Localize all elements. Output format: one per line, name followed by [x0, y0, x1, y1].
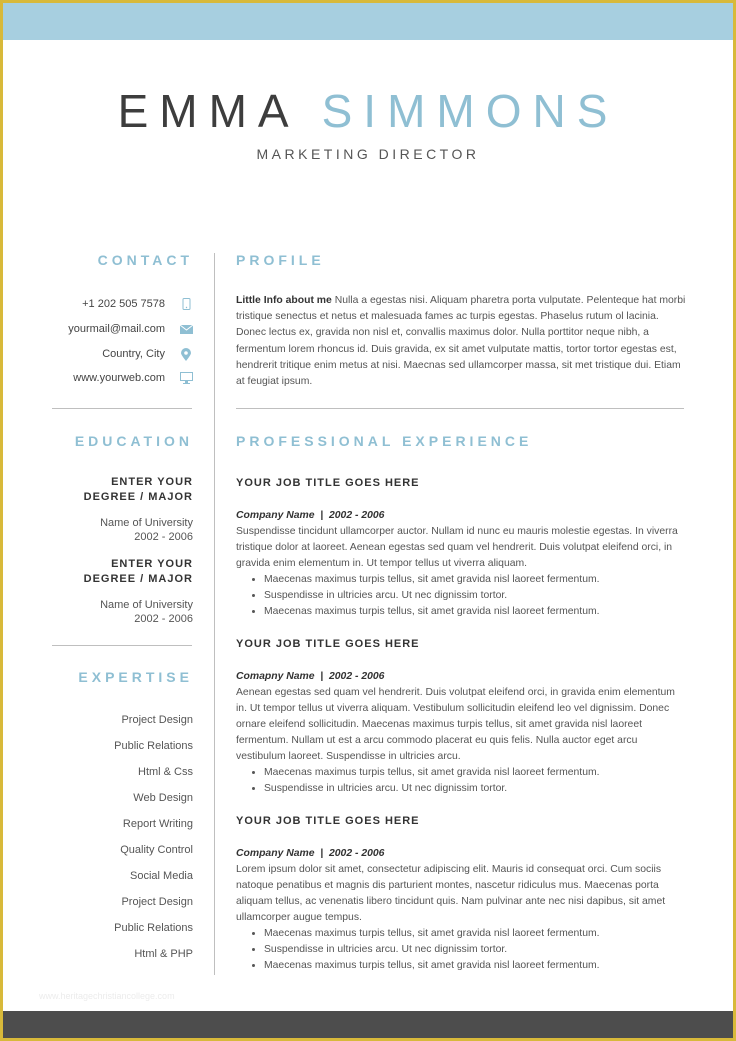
degree-line: DEGREE / MAJOR	[83, 491, 193, 503]
phone-text: +1 202 505 7578	[82, 298, 165, 310]
job-company: Comapny Name | 2002 - 2006	[236, 671, 385, 682]
degree-line: ENTER YOUR	[111, 558, 193, 570]
job-description: Aenean egestas sed quam vel hendrerit. Duis volutpat eleifend orci, in gravida enim elementum in. Ut tempor tellus ut viverra aliquam. Vestibulum sollicitudin eleifend leo vel dignissim. Donec ornare eleifend sollicitudin. Maecenas maximus turpis tellus, sit amet gravida nisl laoreet fermentum. Nullam ut est a arcu commodo placerat eu quis felis. Nulla auctor eget arcu vestibulum laoreet. Suspendisse in ultricies arcu.	[236, 687, 675, 762]
experience-heading: PROFESSIONAL EXPERIENCE	[236, 433, 533, 449]
divider	[52, 408, 192, 409]
education-years: 2002 - 2006	[134, 531, 193, 543]
expertise-item: Public Relations	[114, 740, 193, 752]
job-entry	[236, 813, 686, 974]
expertise-item: Quality Control	[120, 844, 193, 856]
last-name: SIMMONS	[321, 85, 619, 137]
job-years: 2002 - 2006	[329, 671, 385, 682]
job-bullet: • Suspendisse in ultricies arcu. Ut nec dignissim tortor.	[264, 588, 686, 604]
expertise-item: Project Design	[121, 714, 193, 726]
job-bullet: • Suspendisse in ultricies arcu. Ut nec dignissim tortor.	[264, 942, 686, 958]
location-pin-icon	[179, 347, 193, 361]
profile-lead: Little Info about me	[236, 295, 332, 306]
job-title: YOUR JOB TITLE GOES HERE	[236, 638, 420, 650]
mail-icon	[179, 322, 193, 336]
profile-text	[236, 293, 686, 390]
education-item	[84, 557, 193, 626]
company-name: Company Name	[236, 510, 315, 521]
education-years: 2002 - 2006	[134, 613, 193, 625]
full-name	[3, 85, 733, 137]
job-bullet: • Maecenas maximus turpis tellus, sit amet gravida nisl laoreet fermentum.	[264, 958, 686, 974]
job-bullet: • Maecenas maximus turpis tellus, sit amet gravida nisl laoreet fermentum.	[264, 926, 686, 942]
contact-phone	[82, 295, 193, 313]
monitor-icon	[179, 371, 193, 385]
job-role: MARKETING DIRECTOR	[256, 146, 480, 162]
job-company: Company Name | 2002 - 2006	[236, 848, 385, 859]
expertise-item: Report Writing	[122, 818, 193, 830]
expertise-heading: EXPERTISE	[78, 669, 193, 685]
bottom-color-band	[3, 1011, 733, 1038]
education-heading: EDUCATION	[74, 433, 193, 449]
website-text: www.yourweb.com	[73, 372, 165, 384]
education-item	[84, 475, 193, 544]
job-bullet: • Maecenas maximus turpis tellus, sit amet gravida nisl laoreet fermentum.	[264, 765, 686, 781]
expertise-item: Social Media	[130, 870, 193, 882]
divider	[52, 645, 192, 646]
degree-line: ENTER YOUR	[111, 476, 193, 488]
university-name: Name of University	[100, 517, 193, 529]
profile-body: Nulla a egestas nisi. Aliquam pharetra porta vulputate. Pelenteque hat morbi tristique senectus et netus et malesuada fames ac turpis egestas. Phaselus rutum ol lacinia. Donec lectus ex, gravida non nisl et, convallis maximus dolor. Nulla porttitor neque nibh, a fermentum lorem rhoncus id. Duis gravida, ex sit amet vulputate mattis, tortor tortor egestas est, hendrerit tritique enim metus at nisi. Maecnas sed ullamcorper massa, sit met tristique dui. Etiam at feugiat ipsum.	[236, 295, 686, 388]
degree-line: DEGREE / MAJOR	[83, 573, 193, 585]
top-color-band	[3, 3, 733, 40]
job-years: 2002 - 2006	[329, 510, 385, 521]
job-bullet: • Suspendisse in ultricies arcu. Ut nec dignissim tortor.	[264, 781, 686, 797]
contact-heading: CONTACT	[97, 252, 193, 268]
watermark: www.heritagechristiancollege.com	[39, 991, 175, 1001]
contact-website	[73, 369, 193, 387]
column-divider	[214, 253, 215, 975]
company-name: Comapny Name	[236, 671, 315, 682]
company-name: Company Name	[236, 848, 315, 859]
job-description: Lorem ipsum dolor sit amet, consectetur adipiscing elit. Mauris id consequat orci. Cum sociis natoque penatibus et magnis dis parturient montes, nascetur ridiculus mus. Maecenas porta aliquam tellus, ac venenatis libero tincidunt quis. Nam pulvinar ante nec nisi dapibus, sit amet ullamcorper augue tempus.	[236, 864, 666, 923]
expertise-item: Web Design	[133, 792, 193, 804]
expertise-item: Public Relations	[114, 922, 193, 934]
resume-page	[3, 3, 733, 1038]
job-bullets	[236, 926, 686, 974]
job-bullet: • Maecenas maximus turpis tellus, sit amet gravida nisl laoreet fermentum.	[264, 604, 686, 620]
job-years: 2002 - 2006	[329, 848, 385, 859]
job-bullets	[236, 572, 686, 620]
job-description: Suspendisse tincidunt ullamcorper auctor. Nullam id nunc eu mauris molestie egestas. In viverra tristique dolor at laoreet. Aenean egestas sed quam vel hendrerit. Duis volutpat eleifend orci, in gravida enim elementum in. Ut tempor tellus ut viverra aliquam.	[236, 526, 678, 569]
job-title: YOUR JOB TITLE GOES HERE	[236, 815, 420, 827]
job-entry	[236, 636, 686, 797]
expertise-item: Html & PHP	[134, 948, 193, 960]
contact-location	[102, 345, 193, 363]
job-entry	[236, 475, 686, 620]
expertise-item: Html & Css	[138, 766, 193, 778]
contact-email	[68, 320, 193, 338]
divider	[236, 408, 684, 409]
job-bullet: • Maecenas maximus turpis tellus, sit amet gravida nisl laoreet fermentum.	[264, 572, 686, 588]
expertise-list	[114, 712, 193, 972]
job-bullets	[236, 765, 686, 797]
profile-heading: PROFILE	[236, 252, 325, 268]
expertise-item: Project Design	[121, 896, 193, 908]
job-title: YOUR JOB TITLE GOES HERE	[236, 477, 420, 489]
university-name: Name of University	[100, 599, 193, 611]
email-text: yourmail@mail.com	[68, 323, 165, 335]
location-text: Country, City	[102, 348, 165, 360]
phone-icon	[179, 297, 193, 311]
first-name: EMMA	[117, 85, 300, 137]
job-company: Company Name | 2002 - 2006	[236, 510, 385, 521]
